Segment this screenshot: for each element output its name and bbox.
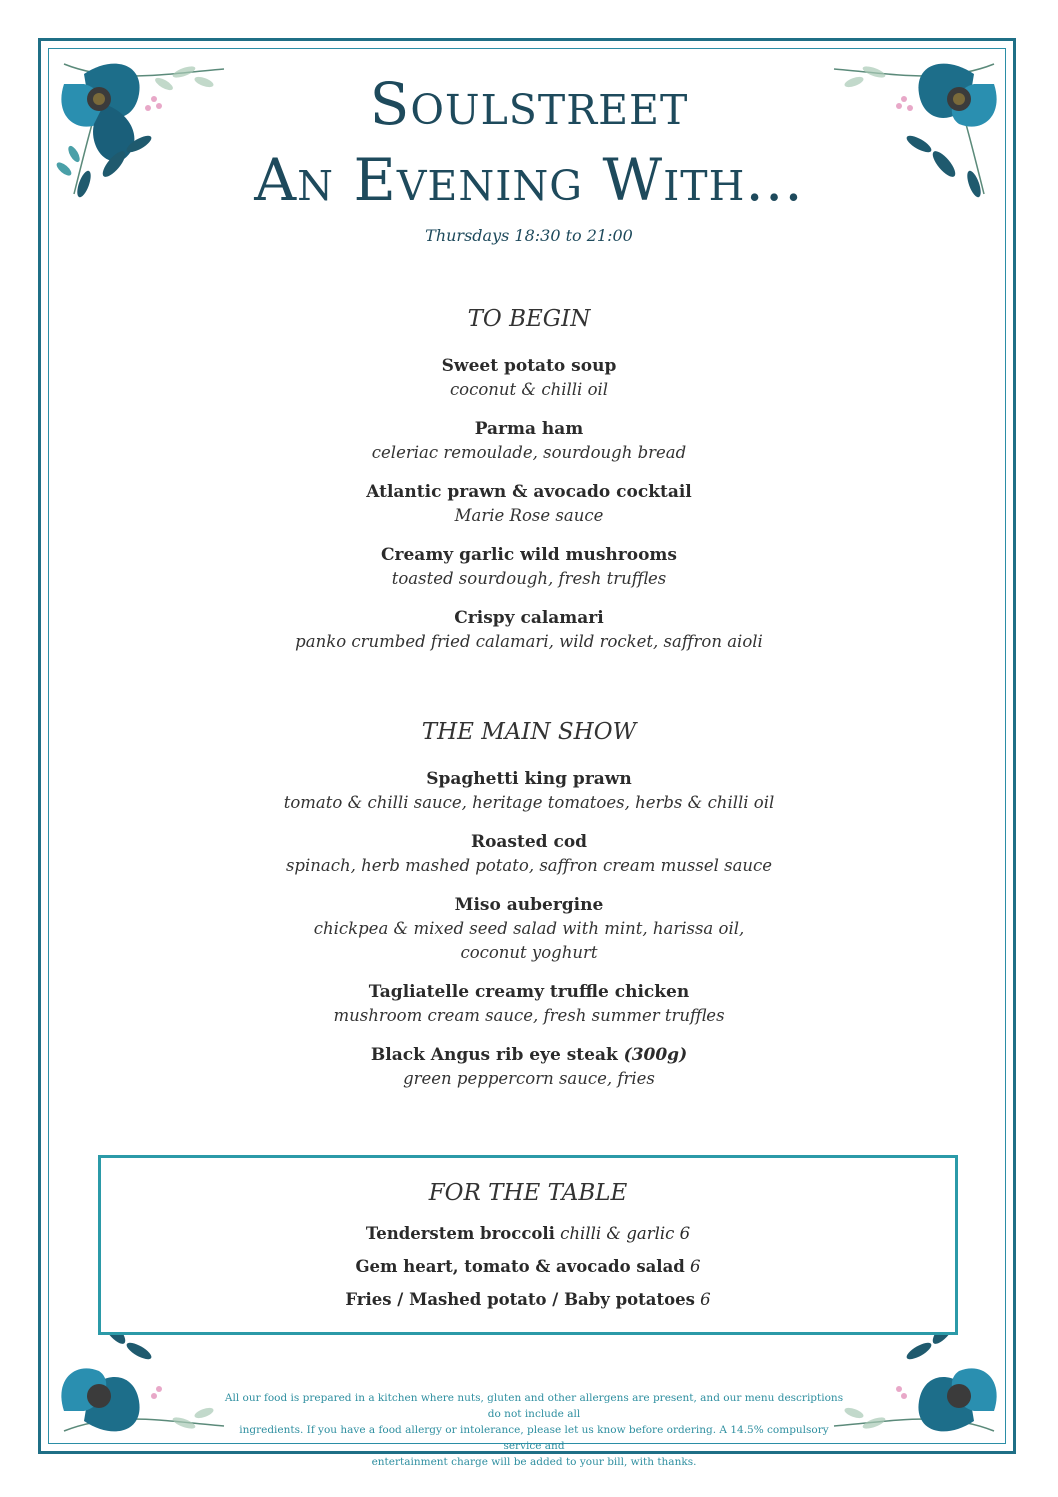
dish [0,417,1058,465]
section-to-begin [0,306,1058,669]
dish-name: Creamy garlic wild mushrooms [381,545,677,565]
dish-description: chickpea & mixed seed salad with mint, harissa oil, [313,919,745,938]
side-item [101,1222,955,1246]
dish-name: Black Angus rib eye steak [370,1045,618,1065]
dish-description: coconut & chilli oil [449,380,609,399]
dish-description: spinach, herb mashed potato, saffron cream mussel sauce [285,856,773,875]
dish-description: toasted sourdough, fresh truffles [391,569,667,588]
dish-description-cont: coconut yoghurt [460,943,598,962]
dish-name: Crispy calamari [454,608,604,628]
side-price: 6 [679,1224,691,1243]
side-name: Fries / Mashed potato / Baby potatoes [345,1290,695,1309]
side-item [101,1288,955,1312]
dish-name: Spaghetti king prawn [426,769,632,789]
dish-name: Tagliatelle creamy truffle chicken [368,982,690,1002]
dish [0,354,1058,402]
section-main-show [0,719,1058,1106]
side-price: 6 [690,1257,701,1276]
dish [0,1043,1058,1091]
allergen-notice-line: ingredients. If you have a food allergy or intolerance, please let us know before ordering. A 14.5% compulsory service and [239,1424,829,1452]
menu-title-line2: An Evening With... [254,146,804,214]
dish-description: panko crumbed fried calamari, wild rocket, saffron aioli [295,632,763,651]
dish [0,480,1058,528]
dish-description: green peppercorn sauce, fries [403,1069,655,1088]
dish-size: (300g) [623,1045,688,1065]
side-price: 6 [700,1290,711,1309]
side-item [101,1255,955,1279]
dish-name: Roasted cod [470,832,588,852]
dish-description: tomato & chilli sauce, heritage tomatoes, herbs & chilli oil [283,793,775,812]
dish-description: mushroom cream sauce, fresh summer truffles [333,1006,725,1025]
dish [0,893,1058,965]
section-title: TO BEGIN [467,306,591,332]
dish [0,980,1058,1028]
dish [0,606,1058,654]
dish-description: celeriac remoulade, sourdough bread [371,443,687,462]
side-name: Tenderstem broccoli [365,1224,555,1243]
dish-description: Marie Rose sauce [454,506,604,525]
dish-name-row [0,1043,1058,1067]
menu-schedule: Thursdays 18:30 to 21:00 [425,226,633,245]
side-note: chilli & garlic [560,1224,675,1243]
section-title: THE MAIN SHOW [421,719,637,745]
menu-title: Soulstreet [369,70,689,138]
dish-name: Atlantic prawn & avocado cocktail [366,482,692,502]
section-title: FOR THE TABLE [428,1180,628,1206]
dish [0,830,1058,878]
allergen-notice-line: entertainment charge will be added to your bill, with thanks. [371,1456,697,1468]
allergen-notice [224,1390,844,1470]
dish [0,543,1058,591]
allergen-notice-line: All our food is prepared in a kitchen where nuts, gluten and other allergens are present, and our menu descriptions do not include all [224,1392,844,1420]
section-for-the-table [98,1155,958,1335]
dish-name: Sweet potato soup [441,356,617,376]
dish [0,767,1058,815]
dish-name: Parma ham [474,419,584,439]
dish-name: Miso aubergine [454,895,604,915]
side-name: Gem heart, tomato & avocado salad [355,1257,685,1276]
